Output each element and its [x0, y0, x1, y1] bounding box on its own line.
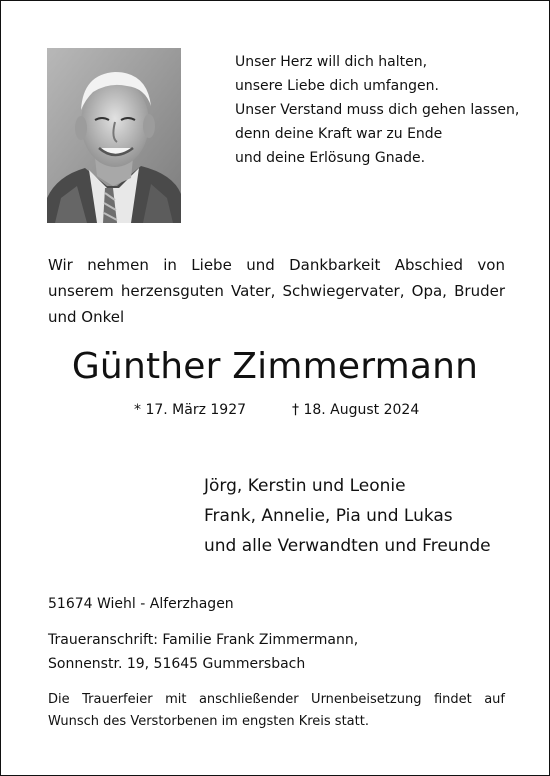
family-line: und alle Verwandten und Freunde — [204, 536, 491, 556]
portrait-photo — [47, 48, 181, 223]
poem-line: Unser Herz will dich halten, — [235, 54, 428, 70]
address-line: Sonnenstr. 19, 51645 Gummersbach — [48, 656, 306, 672]
poem-line: Unser Verstand muss dich gehen lassen, — [235, 102, 520, 118]
family-list — [204, 471, 524, 561]
poem-line: unsere Liebe dich umfangen. — [235, 78, 439, 94]
funeral-notice: Die Trauerfeier mit anschließender Urnenbeisetzung findet auf Wunsch des Verstorbenen im engsten Kreis statt. — [48, 692, 505, 729]
family-line: Jörg, Kerstin und Leonie — [204, 476, 406, 496]
location: 51674 Wiehl - Alferzhagen — [48, 596, 234, 612]
poem — [235, 50, 520, 170]
poem-line: und deine Erlösung Gnade. — [235, 150, 426, 166]
portrait-image — [47, 48, 181, 223]
address-line: Traueranschrift: Familie Frank Zimmermann, — [48, 632, 359, 648]
deceased-name: Günther Zimmermann — [71, 346, 479, 387]
death-date: † 18. August 2024 — [292, 402, 420, 418]
intro-text: Wir nehmen in Liebe und Dankbarkeit Abschied von unserem herzensguten Vater, Schwiegervater, Opa, Bruder und Onkel — [48, 256, 505, 326]
family-line: Frank, Annelie, Pia und Lukas — [204, 506, 453, 526]
mourning-address — [48, 628, 358, 676]
birth-date: * 17. März 1927 — [134, 402, 247, 418]
poem-line: denn deine Kraft war zu Ende — [235, 126, 443, 142]
